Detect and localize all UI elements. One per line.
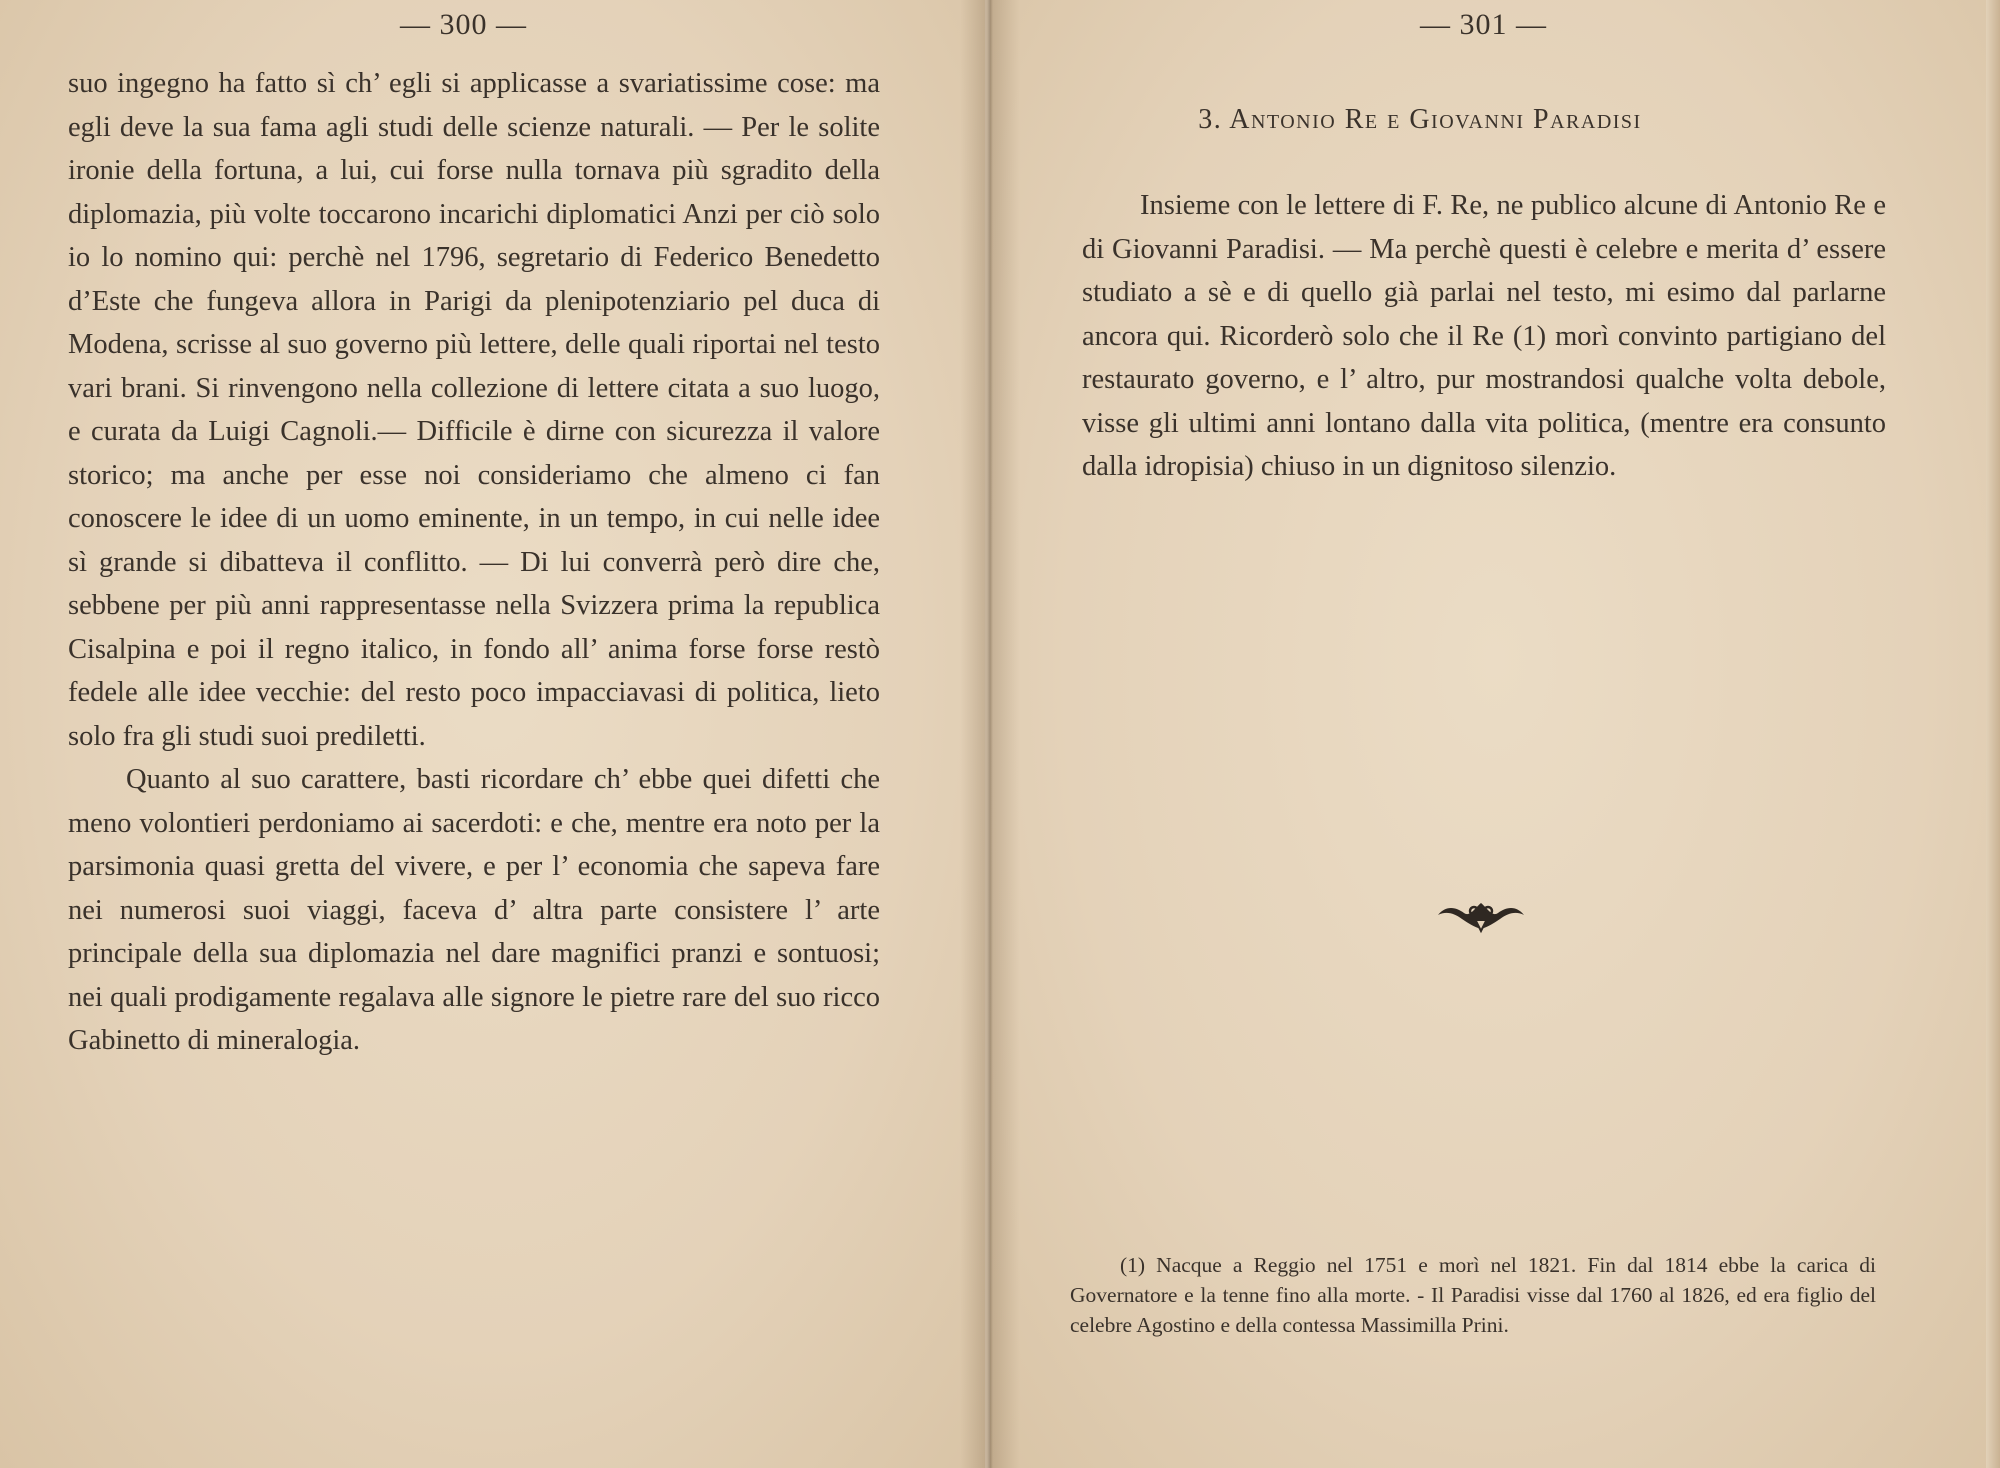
- book-gutter: [960, 0, 1020, 1468]
- right-page-number: — 301 —: [1420, 8, 1547, 41]
- right-page-body: [1082, 184, 1886, 489]
- footnote: [1070, 1250, 1876, 1340]
- fleuron-ornament-icon: [1436, 895, 1526, 935]
- page-edge: [1986, 0, 2000, 1468]
- left-page-number: — 300 —: [400, 8, 527, 41]
- left-page: [0, 0, 985, 1468]
- section-heading: 3. Antonio Re e Giovanni Paradisi: [1198, 104, 1642, 135]
- footnote-text: (1) Nacque a Reggio nel 1751 e morì nel 1821. Fin dal 1814 ebbe la carica di Governatore e la tenne fino alla morte. - Il Paradisi visse dal 1760 al 1826, ed era figlio del celebre Agostino e della contessa Massimilla Prini.: [1070, 1253, 1876, 1337]
- right-paragraph-1: Insieme con le lettere di F. Re, ne publico alcune di Antonio Re e di Giovanni Paradisi. — Ma perchè questi è celebre e merita d’ essere studiato a sè e di quello già parlai nel testo, mi esimo dal parlarne ancora qui. Ricorderò solo che il Re (1) morì convinto partigiano del restaurato governo, e l’ altro, pur mostrandosi qualche volta debole, visse gli ultimi anni lontano dalla vita politica, (mentre era consunto dalla idropisia) chiuso in un dignitoso silenzio.: [1082, 190, 1886, 482]
- left-paragraph-2: Quanto al suo carattere, basti ricordare ch’ ebbe quei difetti che meno volontieri perdoniamo ai sacerdoti: e che, mentre era noto per la parsimonia quasi gretta del vivere, e per l’ economia che sapeva fare nei numerosi suoi viaggi, faceva d’ altra parte consistere l’ arte principale della sua diplomazia nel dare magnifici pranzi e sontuosi; nei quali prodigamente regalava alle signore le pietre rare del suo ricco Gabinetto di mineralogia.: [68, 764, 880, 1056]
- left-page-body: [68, 62, 880, 1063]
- left-paragraph-1: suo ingegno ha fatto sì ch’ egli si applicasse a svariatissime cose: ma egli deve la sua fama agli studi delle scienze naturali. — Per le solite ironie della fortuna, a lui, cui forse nulla tornava più sgradito della diplomazia, più volte toccarono incarichi diplomatici Anzi per ciò solo io lo nomino qui: perchè nel 1796, segretario di Federico Benedetto d’Este che fungeva allora in Parigi da plenipotenziario pel duca di Modena, scrisse al suo governo più lettere, delle quali riportai nel testo vari brani. Si rinvengono nella collezione di lettere citata a suo luogo, e curata da Luigi Cagnoli.— Difficile è dirne con sicurezza il valore storico; ma anche per esse noi consideriamo che almeno ci fan conoscere le idee di un uomo eminente, in un tempo, in cui nelle idee sì grande si dibatteva il conflitto. — Di lui converrà però dire che, sebbene per più anni rappresentasse nella Svizzera prima la republica Cisalpina e poi il regno italico, in fondo all’ anima forse forse restò fedele alle idee vecchie: del resto poco impacciavasi di politica, lieto solo fra gli studi suoi prediletti.: [68, 68, 880, 752]
